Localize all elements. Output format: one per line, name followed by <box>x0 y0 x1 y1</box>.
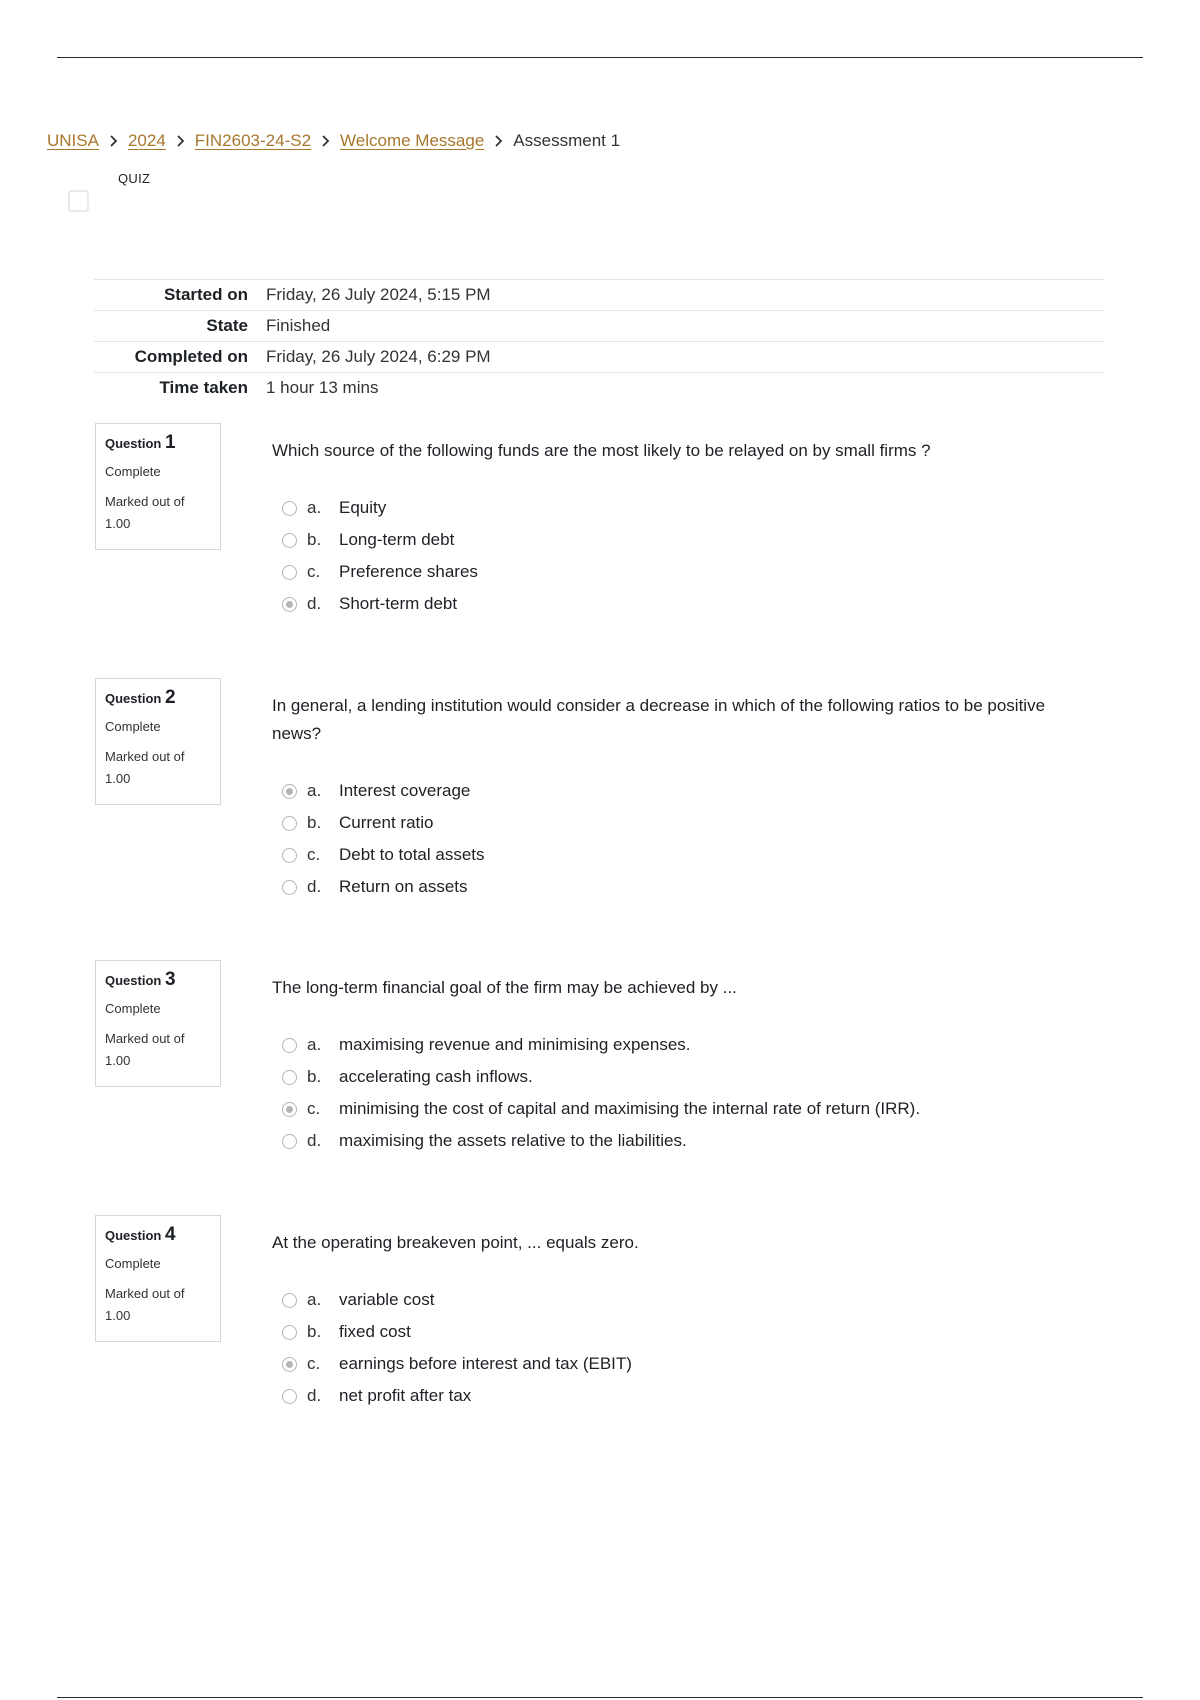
answer-option-d[interactable]: d. maximising the assets relative to the liabilities. <box>282 1125 920 1157</box>
radio-icon[interactable] <box>282 1070 297 1085</box>
radio-icon[interactable] <box>282 1389 297 1404</box>
radio-icon[interactable] <box>282 848 297 863</box>
answer-options <box>282 1284 632 1412</box>
state-label: State <box>206 316 248 335</box>
radio-icon[interactable] <box>282 1134 297 1149</box>
bottom-divider <box>57 1697 1143 1698</box>
radio-icon[interactable] <box>282 1325 297 1340</box>
chevron-right-icon <box>494 135 503 147</box>
started-on-label: Started on <box>163 285 248 304</box>
answer-options <box>282 775 485 903</box>
time-taken-label: Time taken <box>159 378 248 398</box>
question-marks: Marked out of 1.00 <box>105 749 185 786</box>
breadcrumb-link-course[interactable]: FIN2603-24-S2 <box>194 131 312 150</box>
question-number: Question 1 <box>105 432 176 453</box>
breadcrumb-link-year[interactable]: 2024 <box>127 131 166 150</box>
question-number: Question 2 <box>105 687 176 708</box>
breadcrumb-current: Assessment 1 <box>513 131 621 150</box>
question-state: Complete <box>105 464 161 479</box>
answer-option-c[interactable]: c. earnings before interest and tax (EBIT) <box>282 1348 632 1380</box>
answer-option-c[interactable]: c. minimising the cost of capital and maximising the internal rate of return (IRR). <box>282 1093 920 1125</box>
radio-icon[interactable] <box>282 501 297 516</box>
question-text: In general, a lending institution would consider a decrease in which of the following ratios to be positive news? <box>272 696 1046 743</box>
radio-icon[interactable] <box>282 1293 297 1308</box>
attempt-summary-table <box>94 279 1104 404</box>
chevron-right-icon <box>321 135 330 147</box>
top-divider <box>57 57 1143 58</box>
radio-icon[interactable] <box>282 1102 297 1117</box>
answer-option-d[interactable]: d. net profit after tax <box>282 1380 632 1412</box>
question-state: Complete <box>105 1256 161 1271</box>
summary-row-state <box>94 311 1104 342</box>
radio-icon[interactable] <box>282 880 297 895</box>
radio-icon[interactable] <box>282 597 297 612</box>
answer-option-d[interactable]: d. Return on assets <box>282 871 485 903</box>
radio-icon[interactable] <box>282 565 297 580</box>
radio-icon[interactable] <box>282 1038 297 1053</box>
answer-option-c[interactable]: c. Debt to total assets <box>282 839 485 871</box>
question-state: Complete <box>105 719 161 734</box>
time-taken-value: 1 hour 13 mins <box>266 378 379 398</box>
radio-icon[interactable] <box>282 816 297 831</box>
quiz-icon <box>68 190 90 217</box>
answer-option-b[interactable]: b. fixed cost <box>282 1316 632 1348</box>
answer-options <box>282 1029 920 1157</box>
breadcrumb-link-welcome[interactable]: Welcome Message <box>340 131 485 150</box>
summary-row-started <box>94 280 1104 311</box>
question-text: Which source of the following funds are the most likely to be relayed on by small firms ? <box>272 441 931 460</box>
question-number: Question 4 <box>105 1224 176 1245</box>
answer-option-b[interactable]: b. accelerating cash inflows. <box>282 1061 920 1093</box>
question-info-box <box>95 960 221 1087</box>
answer-option-b[interactable]: b. Long-term debt <box>282 524 478 556</box>
question-number: Question 3 <box>105 969 176 990</box>
answer-option-a[interactable]: a. Interest coverage <box>282 775 485 807</box>
state-value: Finished <box>266 316 331 335</box>
answer-option-a[interactable]: a. variable cost <box>282 1284 632 1316</box>
breadcrumb <box>47 131 620 151</box>
started-on-value: Friday, 26 July 2024, 5:15 PM <box>266 285 491 304</box>
question-info-box <box>95 1215 221 1342</box>
summary-row-time-taken <box>94 373 1104 404</box>
question-marks: Marked out of 1.00 <box>105 494 185 531</box>
question-info-box <box>95 678 221 805</box>
completed-on-label: Completed on <box>134 347 248 366</box>
radio-icon[interactable] <box>282 533 297 548</box>
answer-options <box>282 492 478 620</box>
answer-option-b[interactable]: b. Current ratio <box>282 807 485 839</box>
question-state: Complete <box>105 1001 161 1016</box>
answer-option-d[interactable]: d. Short-term debt <box>282 588 478 620</box>
answer-option-a[interactable]: a. maximising revenue and minimising expenses. <box>282 1029 920 1061</box>
chevron-right-icon <box>109 135 118 147</box>
radio-icon[interactable] <box>282 1357 297 1372</box>
question-marks: Marked out of 1.00 <box>105 1031 185 1068</box>
breadcrumb-link-unisa[interactable]: UNISA <box>47 131 99 150</box>
question-info-box <box>95 423 221 550</box>
completed-on-value: Friday, 26 July 2024, 6:29 PM <box>266 347 491 366</box>
chevron-right-icon <box>176 135 185 147</box>
radio-icon[interactable] <box>282 784 297 799</box>
summary-row-completed <box>94 342 1104 373</box>
answer-option-a[interactable]: a. Equity <box>282 492 478 524</box>
question-text: The long-term financial goal of the firm may be achieved by ... <box>272 978 737 997</box>
activity-type-label: QUIZ <box>118 171 151 186</box>
question-marks: Marked out of 1.00 <box>105 1286 185 1323</box>
answer-option-c[interactable]: c. Preference shares <box>282 556 478 588</box>
question-text: At the operating breakeven point, ... equals zero. <box>272 1233 639 1252</box>
